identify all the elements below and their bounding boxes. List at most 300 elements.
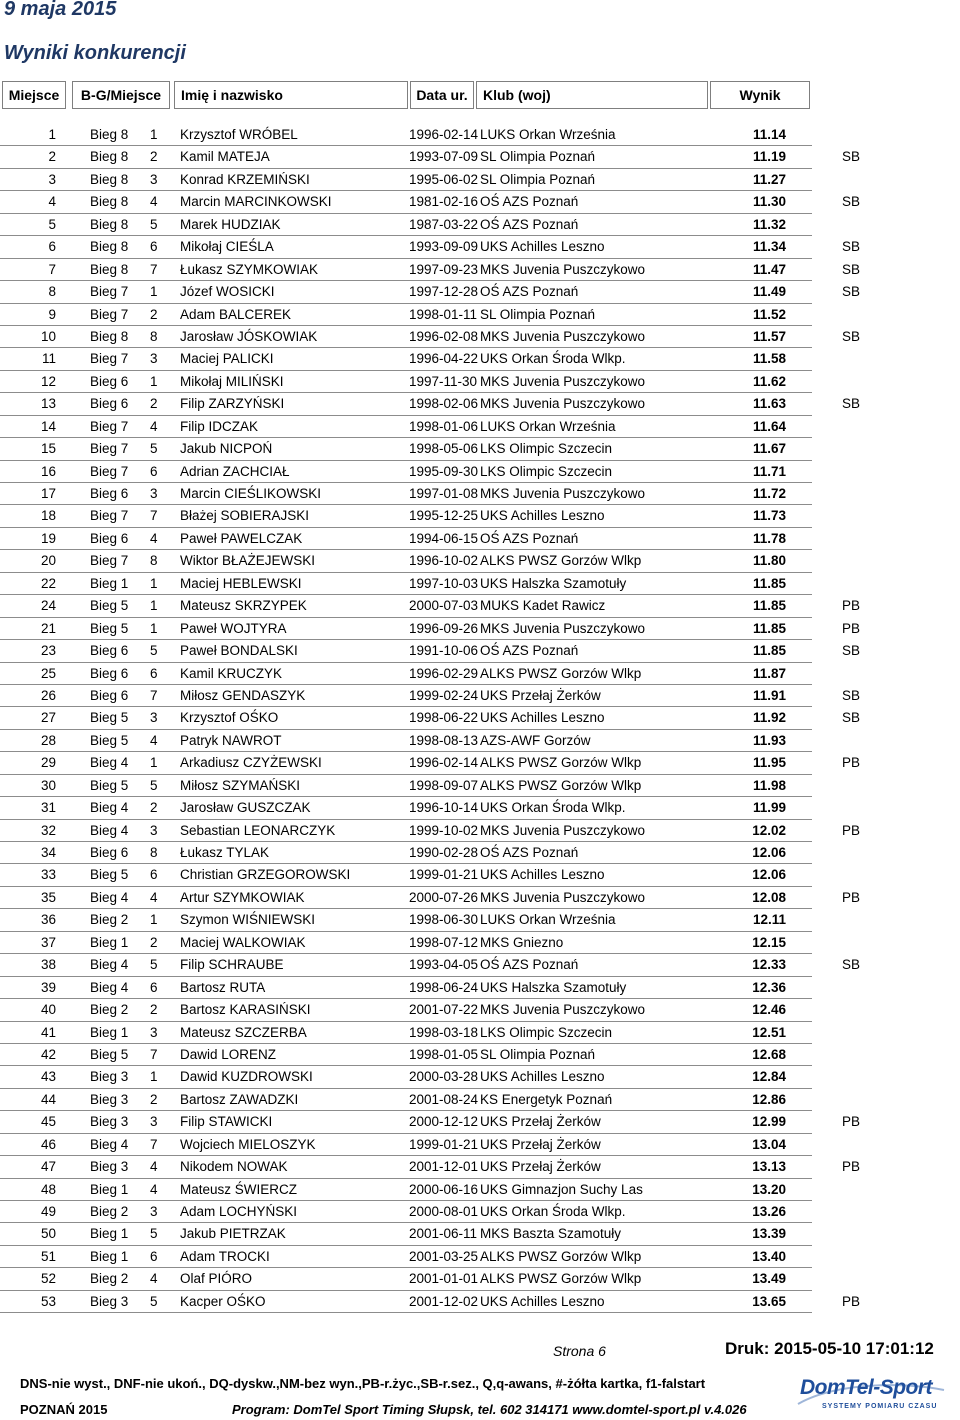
athlete-name: Jarosław JÓSKOWIAK: [180, 328, 318, 344]
birth-date: 1997-01-08: [409, 486, 479, 501]
club-name: UKS Achilles Leszno: [480, 867, 605, 883]
record-note: SB: [842, 396, 861, 412]
result-time: 11.27: [752, 171, 786, 187]
athlete-name: Adam TROCKI: [180, 1248, 270, 1264]
athlete-name: Wojciech MIELOSZYK: [180, 1136, 316, 1152]
column-header-dob: Data ur.: [410, 81, 474, 109]
table-row: [0, 393, 861, 415]
athlete-name: Józef WOSICKI: [180, 284, 275, 300]
club-name: UKS Halszka Szamotuły: [480, 575, 627, 591]
row-lane: 5: [150, 216, 158, 232]
row-heat: Bieg 7: [90, 553, 129, 569]
column-header-place: Miejsce: [2, 81, 66, 109]
row-heat: Bieg 5: [90, 1046, 129, 1062]
club-name: MKS Juvenia Puszczykowo: [480, 620, 646, 636]
row-place: 42: [40, 1046, 56, 1062]
row-place: 4: [48, 194, 56, 210]
record-note: SB: [842, 239, 861, 255]
birth-date: 1998-01-11: [409, 306, 478, 322]
print-timestamp: Druk: 2015-05-10 17:01:12: [725, 1339, 934, 1358]
row-heat: Bieg 1: [90, 1226, 129, 1242]
result-time: 11.87: [752, 665, 786, 681]
table-row: [0, 1111, 861, 1133]
birth-date: 1994-06-15: [409, 530, 479, 546]
birth-date: 1993-09-09: [409, 239, 479, 255]
table-row: [0, 371, 812, 393]
row-heat: Bieg 2: [90, 1204, 129, 1219]
row-lane: 2: [150, 1002, 158, 1018]
athlete-name: Szymon WIŚNIEWSKI: [180, 912, 316, 928]
birth-date: 1999-01-21: [409, 867, 479, 883]
table-row: [0, 461, 812, 483]
athlete-name: Artur SZYMKOWIAK: [180, 889, 305, 905]
record-note: SB: [842, 643, 861, 659]
club-name: UKS Achilles Leszno: [480, 508, 605, 524]
row-heat: Bieg 8: [90, 216, 129, 232]
row-heat: Bieg 6: [90, 530, 129, 546]
row-lane: 7: [150, 687, 158, 703]
table-row: [0, 730, 812, 752]
athlete-name: Sebastian LEONARCZYK: [180, 822, 336, 838]
club-name: SL Olimpia Poznań: [480, 171, 596, 187]
result-time: 11.52: [752, 306, 786, 322]
row-place: 47: [40, 1159, 56, 1175]
column-header-result: Wynik: [710, 81, 810, 109]
table-row: [0, 752, 861, 774]
row-lane: 4: [150, 1181, 158, 1197]
athlete-name: Łukasz TYLAK: [180, 845, 270, 860]
athlete-name: Marcin MARCINKOWSKI: [180, 194, 332, 210]
row-lane: 1: [150, 1069, 158, 1085]
row-lane: 1: [150, 620, 158, 636]
column-header-name: Imię i nazwisko: [174, 81, 408, 109]
result-time: 11.71: [752, 463, 786, 479]
birth-date: 1998-06-22: [409, 710, 479, 726]
result-time: 11.91: [752, 687, 786, 703]
row-heat: Bieg 7: [90, 463, 129, 479]
athlete-name: Jarosław GUSZCZAK: [180, 800, 311, 816]
club-name: ALKS PWSZ Gorzów Wlkp: [480, 755, 642, 771]
club-name: MKS Juvenia Puszczykowo: [480, 822, 646, 838]
birth-date: 1991-10-06: [409, 643, 479, 659]
result-time: 11.80: [752, 553, 786, 569]
birth-date: 1996-09-26: [409, 620, 479, 636]
table-row: [0, 663, 812, 685]
club-name: UKS Przełaj Żerków: [480, 1136, 601, 1152]
result-time: 12.33: [752, 957, 786, 973]
program-credit: Program: DomTel Sport Timing Słupsk, tel. 602 314171 www.domtel-sport.pl v.4.026: [232, 1402, 747, 1417]
table-row: [0, 1179, 812, 1201]
record-note: PB: [842, 620, 861, 636]
row-heat: Bieg 8: [90, 261, 129, 277]
row-lane: 2: [150, 149, 158, 165]
row-lane: 4: [150, 418, 158, 434]
event-location: POZNAŃ 2015: [20, 1402, 108, 1417]
row-heat: Bieg 3: [90, 1091, 129, 1107]
table-row: [0, 1246, 812, 1268]
row-lane: 6: [150, 1248, 158, 1264]
result-time: 13.65: [752, 1293, 786, 1309]
result-time: 13.26: [752, 1204, 786, 1219]
birth-date: 2000-07-26: [409, 889, 479, 905]
row-lane: 5: [150, 957, 158, 973]
result-time: 11.34: [752, 239, 786, 255]
row-lane: 6: [150, 463, 158, 479]
birth-date: 1996-02-08: [409, 328, 479, 344]
birth-date: 2001-08-24: [409, 1091, 479, 1107]
row-lane: 6: [150, 867, 158, 883]
record-note: SB: [842, 957, 861, 973]
birth-date: 2000-07-03: [409, 598, 479, 614]
results-table: [0, 124, 960, 1313]
birth-date: 2001-06-11: [409, 1226, 478, 1242]
result-time: 12.84: [752, 1069, 786, 1085]
club-name: OŚ AZS Poznań: [480, 845, 579, 860]
birth-date: 1999-01-21: [409, 1136, 479, 1152]
domtel-logo: [796, 1376, 946, 1412]
athlete-name: Olaf PIÓRO: [180, 1271, 253, 1287]
row-lane: 4: [150, 1159, 158, 1175]
athlete-name: Łukasz SZYMKOWIAK: [180, 261, 319, 277]
athlete-name: Jakub NICPOŃ: [180, 441, 273, 457]
row-heat: Bieg 2: [90, 912, 129, 928]
birth-date: 1999-10-02: [409, 822, 479, 838]
club-name: MKS Juvenia Puszczykowo: [480, 889, 646, 905]
result-time: 11.95: [752, 755, 786, 771]
table-row: [0, 595, 861, 617]
row-lane: 5: [150, 441, 158, 457]
record-note: PB: [842, 755, 861, 771]
birth-date: 1998-07-12: [409, 934, 479, 950]
row-heat: Bieg 5: [90, 732, 129, 748]
row-place: 33: [40, 867, 56, 883]
table-row: [0, 304, 812, 326]
result-time: 11.73: [752, 508, 786, 524]
birth-date: 1995-12-25: [409, 508, 479, 524]
club-name: LKS Olimpic Szczecin: [480, 441, 613, 457]
row-place: 24: [40, 598, 56, 614]
row-heat: Bieg 6: [90, 486, 129, 501]
result-time: 11.72: [752, 486, 786, 501]
result-time: 11.98: [752, 777, 786, 793]
row-place: 10: [40, 328, 56, 344]
row-lane: 4: [150, 889, 158, 905]
table-row: [0, 348, 812, 370]
table-row: [0, 1044, 812, 1066]
row-lane: 6: [150, 665, 158, 681]
row-lane: 1: [150, 755, 158, 771]
table-row: [0, 820, 861, 842]
birth-date: 2001-12-01: [409, 1159, 479, 1175]
row-heat: Bieg 5: [90, 620, 129, 636]
athlete-name: Filip SCHRAUBE: [180, 957, 284, 973]
record-note: SB: [842, 194, 861, 210]
athlete-name: Bartosz KARASIŃSKI: [180, 1002, 311, 1018]
club-name: ALKS PWSZ Gorzów Wlkp: [480, 665, 642, 681]
table-row: [0, 685, 861, 707]
row-lane: 4: [150, 194, 158, 210]
row-lane: 8: [150, 845, 158, 860]
row-heat: Bieg 8: [90, 194, 129, 210]
row-place: 13: [40, 396, 56, 412]
record-note: SB: [842, 284, 861, 300]
athlete-name: Marek HUDZIAK: [180, 216, 281, 232]
table-row: [0, 438, 812, 460]
result-time: 12.46: [752, 1002, 786, 1018]
birth-date: 2000-12-12: [409, 1114, 479, 1130]
result-time: 13.13: [752, 1159, 786, 1175]
row-lane: 4: [150, 732, 158, 748]
athlete-name: Krzysztof WRÓBEL: [180, 127, 298, 142]
row-heat: Bieg 5: [90, 867, 129, 883]
birth-date: 1996-10-14: [409, 800, 479, 816]
row-place: 16: [40, 463, 56, 479]
row-heat: Bieg 5: [90, 598, 129, 614]
result-time: 11.85: [752, 575, 786, 591]
row-heat: Bieg 4: [90, 800, 129, 816]
birth-date: 1998-01-05: [409, 1046, 479, 1062]
result-time: 11.93: [752, 732, 786, 748]
club-name: AZS-AWF Gorzów: [480, 732, 591, 748]
logo-subtitle: SYSTEMY POMIARU CZASU: [822, 1403, 938, 1410]
birth-date: 1990-02-28: [409, 845, 479, 860]
row-place: 8: [48, 284, 56, 300]
table-row: [0, 618, 861, 640]
athlete-name: Mateusz SKRZYPEK: [180, 598, 307, 614]
result-time: 11.58: [752, 351, 786, 367]
birth-date: 2000-06-16: [409, 1181, 479, 1197]
result-time: 11.57: [752, 328, 786, 344]
athlete-name: Kacper OŚKO: [180, 1293, 266, 1309]
table-row: [0, 775, 812, 797]
row-heat: Bieg 3: [90, 1293, 129, 1309]
birth-date: 1998-06-24: [409, 979, 479, 995]
athlete-name: Bartosz ZAWADZKI: [180, 1091, 299, 1107]
result-time: 12.06: [752, 867, 786, 883]
table-row: [0, 1022, 812, 1044]
club-name: UKS Achilles Leszno: [480, 1069, 605, 1085]
club-name: MKS Juvenia Puszczykowo: [480, 486, 646, 501]
birth-date: 1997-09-23: [409, 261, 479, 277]
row-heat: Bieg 6: [90, 845, 129, 860]
result-time: 11.64: [752, 418, 786, 434]
row-lane: 2: [150, 934, 158, 950]
record-note: PB: [842, 1159, 861, 1175]
athlete-name: Miłosz GENDASZYK: [180, 687, 306, 703]
birth-date: 1997-12-28: [409, 284, 479, 300]
club-name: ALKS PWSZ Gorzów Wlkp: [480, 1271, 642, 1287]
table-row: [0, 1268, 812, 1290]
row-heat: Bieg 4: [90, 979, 129, 995]
club-name: UKS Achilles Leszno: [480, 1293, 605, 1309]
birth-date: 1995-06-02: [409, 171, 479, 187]
birth-date: 1993-04-05: [409, 957, 479, 973]
table-row: [0, 954, 861, 976]
row-heat: Bieg 8: [90, 239, 129, 255]
table-row: [0, 416, 812, 438]
record-note: SB: [842, 261, 861, 277]
page-title: Wyniki konkurencji: [4, 42, 186, 64]
row-place: 48: [40, 1181, 56, 1197]
row-lane: 7: [150, 1046, 158, 1062]
table-row: [0, 528, 812, 550]
row-place: 17: [40, 486, 56, 501]
table-row: [0, 214, 812, 236]
result-time: 12.86: [752, 1091, 786, 1107]
result-time: 13.49: [752, 1271, 786, 1287]
club-name: KS Energetyk Poznań: [480, 1091, 613, 1107]
row-place: 32: [40, 822, 56, 838]
birth-date: 1998-02-06: [409, 396, 479, 412]
row-place: 7: [48, 261, 56, 277]
record-note: PB: [842, 822, 861, 838]
row-place: 28: [40, 732, 56, 748]
athlete-name: Patryk NAWROT: [180, 732, 282, 748]
table-row: [0, 259, 861, 281]
row-heat: Bieg 4: [90, 1136, 129, 1152]
row-lane: 1: [150, 575, 158, 591]
row-place: 36: [40, 912, 56, 928]
athlete-name: Filip STAWICKI: [180, 1114, 273, 1130]
result-time: 11.78: [752, 530, 786, 546]
record-note: PB: [842, 598, 861, 614]
result-time: 12.51: [752, 1024, 786, 1040]
club-name: SL Olimpia Poznań: [480, 149, 596, 165]
club-name: LUKS Orkan Września: [480, 912, 616, 928]
row-heat: Bieg 2: [90, 1271, 129, 1287]
birth-date: 1997-11-30: [409, 373, 478, 389]
result-time: 11.19: [752, 149, 786, 165]
row-lane: 1: [150, 284, 158, 300]
row-lane: 1: [150, 127, 158, 142]
row-lane: 4: [150, 530, 158, 546]
row-place: 12: [40, 373, 56, 389]
record-note: SB: [842, 687, 861, 703]
row-place: 37: [40, 934, 56, 950]
result-time: 11.49: [752, 284, 786, 300]
row-heat: Bieg 7: [90, 306, 129, 322]
result-time: 11.85: [752, 643, 786, 659]
result-time: 12.08: [752, 889, 786, 905]
birth-date: 1999-02-24: [409, 687, 479, 703]
row-heat: Bieg 1: [90, 1248, 129, 1264]
result-time: 12.11: [752, 912, 786, 928]
row-heat: Bieg 5: [90, 710, 129, 726]
result-time: 12.06: [752, 845, 786, 860]
table-row: [0, 864, 812, 886]
row-place: 52: [40, 1271, 56, 1287]
row-place: 46: [40, 1136, 56, 1152]
row-place: 51: [40, 1248, 56, 1264]
row-lane: 6: [150, 979, 158, 995]
row-place: 27: [40, 710, 56, 726]
athlete-name: Christian GRZEGOROWSKI: [180, 867, 351, 883]
row-lane: 3: [150, 171, 158, 187]
birth-date: 1995-09-30: [409, 463, 479, 479]
club-name: UKS Przełaj Żerków: [480, 1159, 601, 1175]
row-heat: Bieg 4: [90, 957, 129, 973]
birth-date: 1993-07-09: [409, 149, 479, 165]
club-name: MKS Juvenia Puszczykowo: [480, 396, 646, 412]
athlete-name: Konrad KRZEMIŃSKI: [180, 171, 310, 187]
club-name: UKS Przełaj Żerków: [480, 687, 601, 703]
row-lane: 2: [150, 800, 158, 816]
athlete-name: Paweł BONDALSKI: [180, 643, 298, 659]
athlete-name: Mikołaj CIEŚLA: [180, 239, 274, 255]
row-place: 25: [40, 665, 56, 681]
club-name: OŚ AZS Poznań: [480, 216, 579, 232]
row-place: 20: [40, 553, 56, 569]
row-heat: Bieg 6: [90, 665, 129, 681]
athlete-name: Kamil KRUCZYK: [180, 665, 283, 681]
row-place: 35: [40, 889, 56, 905]
athlete-name: Adam BALCEREK: [180, 306, 292, 322]
row-lane: 5: [150, 777, 158, 793]
table-row: [0, 483, 812, 505]
club-name: ALKS PWSZ Gorzów Wlkp: [480, 777, 642, 793]
result-time: 13.40: [752, 1248, 786, 1264]
club-name: UKS Orkan Środa Wlkp.: [480, 800, 626, 816]
row-heat: Bieg 7: [90, 418, 129, 434]
table-row: [0, 326, 861, 348]
row-place: 23: [40, 643, 56, 659]
result-time: 13.20: [752, 1181, 786, 1197]
result-time: 11.92: [752, 710, 786, 726]
logo-text: DomTel-Sport: [800, 1376, 933, 1399]
club-name: LKS Olimpic Szczecin: [480, 463, 613, 479]
athlete-name: Miłosz SZYMAŃSKI: [180, 777, 301, 793]
table-row: [0, 640, 861, 662]
record-note: SB: [842, 149, 861, 165]
table-row: [0, 909, 812, 931]
row-place: 38: [40, 957, 56, 973]
row-heat: Bieg 1: [90, 1181, 129, 1197]
club-name: MKS Gniezno: [480, 934, 564, 950]
athlete-name: Mateusz ŚWIERCZ: [180, 1181, 298, 1197]
birth-date: 1996-02-29: [409, 665, 479, 681]
record-note: PB: [842, 1114, 861, 1130]
row-place: 22: [40, 575, 56, 591]
club-name: UKS Halszka Szamotuły: [480, 979, 627, 995]
club-name: SL Olimpia Poznań: [480, 306, 596, 322]
table-row: [0, 1089, 812, 1111]
row-lane: 6: [150, 239, 158, 255]
birth-date: 1987-03-22: [409, 216, 479, 232]
result-time: 11.67: [752, 441, 786, 457]
athlete-name: Jakub PIETRZAK: [180, 1226, 286, 1242]
result-time: 12.36: [752, 979, 786, 995]
result-time: 12.99: [752, 1114, 786, 1130]
row-place: 11: [41, 351, 56, 367]
birth-date: 2001-07-22: [409, 1002, 479, 1018]
record-note: PB: [842, 1293, 861, 1309]
athlete-name: Nikodem NOWAK: [180, 1159, 288, 1175]
row-place: 44: [40, 1091, 56, 1107]
row-lane: 7: [150, 261, 158, 277]
row-heat: Bieg 3: [90, 1069, 129, 1085]
result-time: 11.30: [752, 194, 786, 210]
row-place: 6: [48, 239, 56, 255]
row-place: 2: [48, 149, 56, 165]
row-heat: Bieg 7: [90, 441, 129, 457]
table-row: [0, 191, 861, 213]
club-name: LKS Olimpic Szczecin: [480, 1024, 613, 1040]
birth-date: 1998-01-06: [409, 418, 479, 434]
athlete-name: Arkadiusz CZYŻEWSKI: [180, 755, 322, 771]
birth-date: 1997-10-03: [409, 575, 479, 591]
athlete-name: Maciej PALICKI: [180, 351, 274, 367]
row-lane: 3: [150, 1114, 158, 1130]
